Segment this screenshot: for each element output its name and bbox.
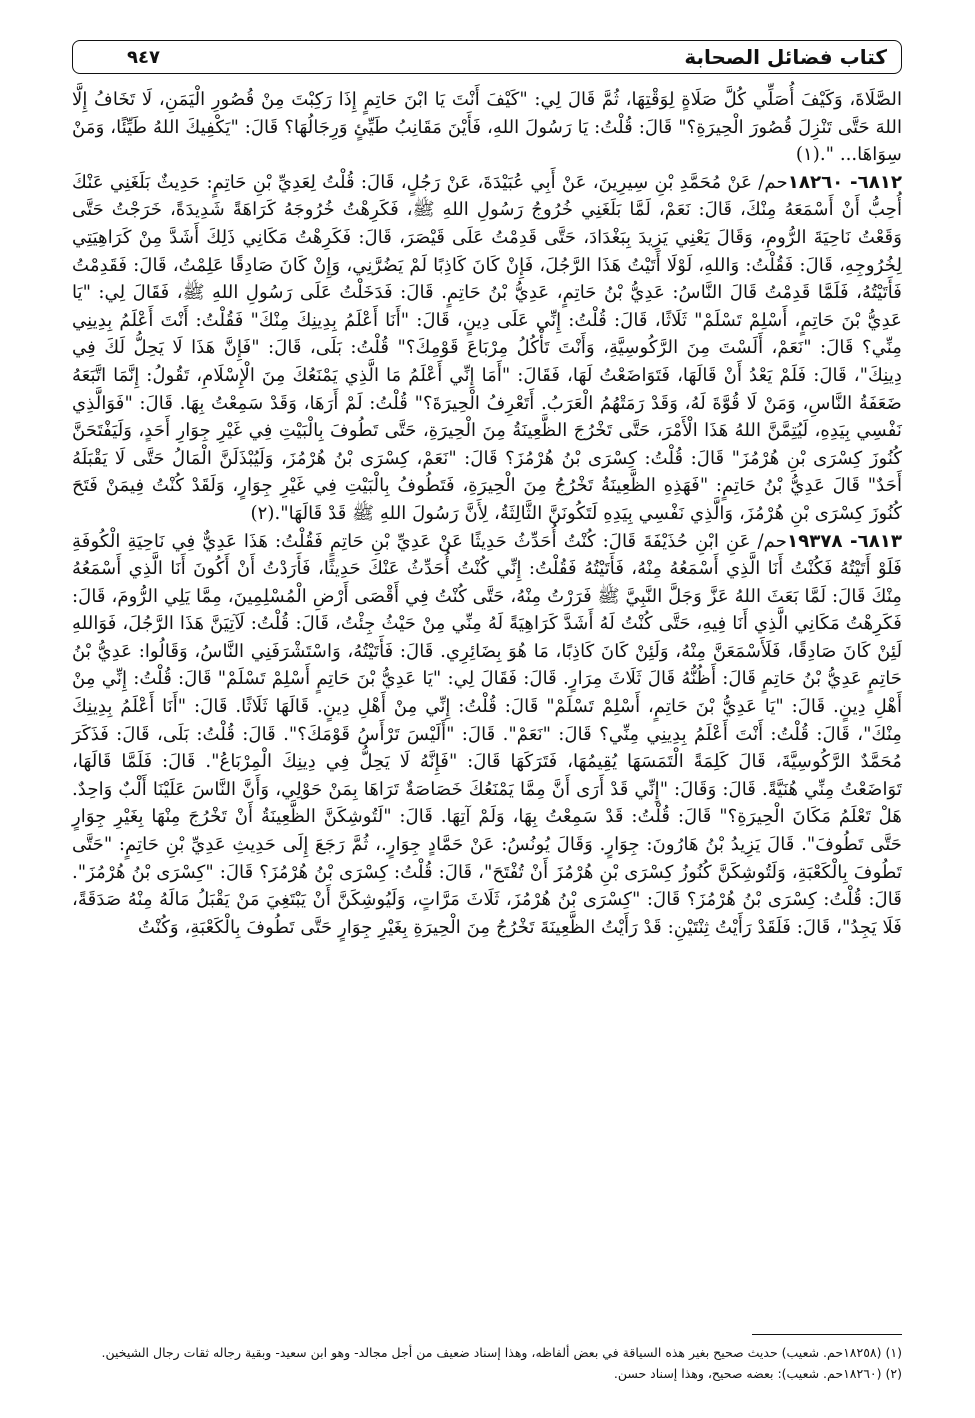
hadith-6812 — [72, 169, 902, 528]
paragraph-text: حم/ عَنِ ابْنِ حُذَيْفَةَ قَالَ: كُنْتُ أُحَدِّثُ حَدِيثًا عَنْ عَدِيِّ بْنِ حَاتِمٍ فَقُلْتُ: هَذَا عَدِيٌّ فِي نَاحِيَةِ الْكُوفَةِ فَلَوْ أَتَيْتُهُ فَكُنْتُ أَنَا الَّذِي أَسْمَعُهُ مِنْهُ، فَأَتَيْتُهُ فَقُلْتُ: إِنِّي كُنْتُ أُحَدِّثُ عَنْكَ حَدِيثًا، فَأَرَدْتُ أَنْ أَكُونَ أَنَا الَّذِي أَسْمَعُهُ مِنْكَ قَالَ: لَمَّا بَعَثَ اللهُ عَزَّ وَجَلَّ النَّبِيَّ ﷺ فَرَرْتُ مِنْهُ، حَتَّى كُنْتُ فِي أَقْصَى أَرْضِ الْمُسْلِمِينَ، مِمَّا يَلِي الرُّومَ، قَالَ: فَكَرِهْتُ مَكَانِي الَّذِي أَنَا فِيهِ، حَتَّى كُنْتُ لَهُ أَشَدَّ كَرَاهِيَةً لَهُ مِنِّي مِنْ حَيْثُ جِئْتُ، قَالَ: قُلْتُ: لَآتِيَنَّ هَذَا الرَّجُلَ، فَوَاللهِ لَئِنْ كَانَ صَادِقًا، فَلَأَسْمَعَنَّ مِنْهُ، وَلَئِنْ كَانَ كَاذِبًا، مَا هُوَ بِضَائِرِي. قَالَ: فَأَتَيْتُهُ، وَاسْتَشْرَفَنِي النَّاسُ، وَقَالُوا: عَدِيُّ بْنُ حَاتِمٍ عَدِيُّ بْنُ حَاتِمٍ قَالَ: أَظُنُّهُ قَالَ ثَلَاثَ مِرَارٍ. قَالَ: فَقَالَ لِي: "يَا عَدِيُّ بْنَ حَاتِمٍ أَسْلِمْ تَسْلَمْ" قَالَ: قُلْتُ: إِنِّي مِنْ أَهْلِ دِينٍ. قَالَ: "يَا عَدِيُّ بْنَ حَاتِمٍ، أَسْلِمْ تَسْلَمْ" قَالَ: قُلْتُ: إِنِّي مِنْ أَهْلِ دِينٍ. قَالَهَا ثَلَاثًا. قَالَ: "أَنَا أَعْلَمُ بِدِينِكَ مِنْكَ"، قَالَ: قُلْتُ: أَنْتَ أَعْلَمُ بِدِينِي مِنِّي؟ قَالَ: "نَعَمْ". قَالَ: "أَلَيْسَ تَرْأَسُ قَوْمَكَ؟". قَالَ: قُلْتُ: بَلَى، قَالَ: فَذَكَرَ مُحَمَّدٌ الرَّكُوسِيَّةَ، قَالَ كَلِمَةً الْتَمَسَهَا يُقِيمُهَا، فَتَرَكَهَا قَالَ: "فَإِنَّهُ لَا يَحِلُّ فِي دِينِكَ الْمِرْبَاعُ". قَالَ: فَلَمَّا قَالَهَا، تَوَاضَعْتُ مِنِّي هُنَيَّةً. قَالَ: وَقَالَ: "إِنِّي قَدْ أَرَى أَنَّ مِمَّا يَمْنَعُكَ خَصَاصَةٌ تَرَاهَا بِمَنْ حَوْلِي، وَأَنَّ النَّاسَ عَلَيْنَا أَلْبٌ وَاحِدٌ. هَلْ تَعْلَمُ مَكَانَ الْحِيرَةِ؟" قَالَ: قُلْتُ: قَدْ سَمِعْتُ بِهَا، وَلَمْ آتِهَا. قَالَ: "لَتُوشِكَنَّ الظَّعِينَةُ أَنْ تَخْرُجَ مِنْهَا بِغَيْرِ جِوَارٍ حَتَّى تَطُوفَ". قَالَ يَزِيدُ بْنُ هَارُونَ: جِوَارٍ. وَقَالَ يُونُسُ: عَنْ حَمَّادٍ جِوَارٍ.، ثُمَّ رَجَعَ إِلَى حَدِيثِ عَدِيِّ بْنِ حَاتِمٍ: "حَتَّى تَطُوفَ بِالْكَعْبَةِ، وَلَتُوشِكَنَّ كُنُوزُ كِسْرَى بْنِ هُرْمُزَ أَنْ تُفْتَحَ"، قَالَ: قُلْتُ: كِسْرَى بْنُ هُرْمُزَ؟ قَالَ: "كِسْرَى بْنُ هُرْمُزَ". قَالَ: قُلْتُ: كِسْرَى بْنُ هُرْمُزَ؟ قَالَ: "كِسْرَى بْنُ هُرْمُزَ، ثَلَاثَ مَرَّاتٍ، وَلَيُوشِكَنَّ أَنْ يَبْتَغِيَ مَنْ يَقْبَلُ مَالَهُ مِنْهُ صَدَقَةً، فَلَا يَجِدُ"، قَالَ: فَلَقَدْ رَأَيْتُ ثِنْتَيْنِ: قَدْ رَأَيْتُ الظَّعِينَةَ تَخْرُجُ مِنَ الْحِيرَةِ بِغَيْرِ جِوَارٍ حَتَّى تَطُوفَ بِالْكَعْبَةِ، وَكُنْتُ — [72, 530, 902, 938]
footnote-2: (٢) (١٨٢٦٠حم. شعيب): بعضه صحيح، وهذا إسناد حسن. — [613, 1366, 902, 1381]
footnotes — [72, 1342, 902, 1384]
paragraph-continuation — [72, 86, 902, 169]
main-text — [72, 86, 902, 941]
hadith-number: ٦٨١٢- ١٨٢٦٠ — [787, 171, 902, 193]
footnote-1: (١) (١٨٢٥٨حم. شعيب) حديث صحيح بغير هذه السياقة في بعض ألفاظه، وهذا إسناد ضعيف من أجل مجالد- وهو ابن سعيد- وبقية رجاله ثقات رجال الشيخين. — [101, 1345, 902, 1360]
book-title: كتاب فضائل الصحابة — [684, 45, 887, 69]
page-number: ٩٤٧ — [127, 46, 160, 68]
book-page — [72, 40, 902, 1400]
hadith-6813 — [72, 528, 902, 942]
paragraph-text: الصَّلَاةَ، وَكَيْفَ أُصَلِّي كُلَّ صَلَاةٍ لِوَقْتِهَا، ثُمَّ قَالَ لِي: "كَيْفَ أَنْتَ يَا ابْنَ حَاتِمٍ إِذَا رَكِبْتَ مِنْ قُصُورِ الْيَمَنِ، لَا تَخَافُ إِلَّا اللهَ حَتَّى تَنْزِلَ قُصُورَ الْحِيرَةِ؟" قَالَ: قُلْتُ: يَا رَسُولَ اللهِ، فَأَيْنَ مَقَانِبُ طَيِّئٍ وَرِجَالُهَا؟ قَالَ: "يَكْفِيكَ اللهُ طَيِّئًا، وَمَنْ سِوَاهَا... ".(١) — [72, 89, 902, 166]
hadith-number: ٦٨١٣- ١٩٣٧٨ — [787, 530, 902, 552]
page-header — [72, 40, 902, 74]
paragraph-text: حم/ عَنْ مُحَمَّدِ بْنِ سِيرِينَ، عَنْ أَبِي عُبَيْدَةَ، عَنْ رَجُلٍ، قَالَ: قُلْتُ لِعَدِيِّ بْنِ حَاتِمٍ: حَدِيثٌ بَلَغَنِي عَنْكَ أُحِبُّ أَنْ أَسْمَعَهُ مِنْكَ، قَالَ: نَعَمْ، لَمَّا بَلَغَنِي خُرُوجُ رَسُولِ اللهِ ﷺ، فَكَرِهْتُ خُرُوجَهُ كَرَاهَةً شَدِيدَةً، خَرَجْتُ حَتَّى وَقَعْتُ نَاحِيَةَ الرُّومِ، وَقَالَ يَعْنِي يَزِيدَ بِبَغْدَادَ، حَتَّى قَدِمْتُ عَلَى قَيْصَرَ، قَالَ: فَكَرِهْتُ مَكَانِي ذَلِكَ أَشَدَّ مِنْ كَرَاهِيَتِي لِخُرُوجِهِ، قَالَ: فَقُلْتُ: وَاللهِ، لَوْلَا أَتَيْتُ هَذَا الرَّجُلَ، فَإِنْ كَانَ كَاذِبًا لَمْ يَضُرَّنِي، وَإِنْ كَانَ صَادِقًا عَلِمْتُ، قَالَ: فَقَدِمْتُ فَأَتَيْتُهُ، فَلَمَّا قَدِمْتُ قَالَ النَّاسُ: عَدِيُّ بْنُ حَاتِمٍ، عَدِيُّ بْنُ حَاتِمٍ. قَالَ: فَدَخَلْتُ عَلَى رَسُولِ اللهِ ﷺ، فَقَالَ لِي: "يَا عَدِيُّ بْنَ حَاتِمٍ، أَسْلِمْ تَسْلَمْ" ثَلَاثًا، قَالَ: قُلْتُ: إِنِّي عَلَى دِينٍ، قَالَ: "أَنَا أَعْلَمُ بِدِينِكَ مِنْكَ" فَقُلْتُ: أَنْتَ أَعْلَمُ بِدِينِي مِنِّي؟ قَالَ: "نَعَمْ، أَلَسْتَ مِنَ الرَّكُوسِيَّةِ، وَأَنْتَ تَأْكُلُ مِرْبَاعَ قَوْمِكَ؟" قُلْتُ: بَلَى، قَالَ: "فَإِنَّ هَذَا لَا يَحِلُّ لَكَ فِي دِينِكَ"، قَالَ: فَلَمْ يَعْدُ أَنْ قَالَهَا، فَتَوَاضَعْتُ لَهَا، فَقَالَ: "أَمَا إِنِّي أَعْلَمُ مَا الَّذِي يَمْنَعُكَ مِنَ الْإِسْلَامِ، تَقُولُ: إِنَّمَا اتَّبَعَهُ ضَعَفَةُ النَّاسِ، وَمَنْ لَا قُوَّةَ لَهُ، وَقَدْ رَمَتْهُمُ الْعَرَبُ. أَتَعْرِفُ الْحِيرَةَ؟" قُلْتُ: لَمْ أَرَهَا، وَقَدْ سَمِعْتُ بِهَا. قَالَ: "فَوَالَّذِي نَفْسِي بِيَدِهِ، لَيُتِمَّنَّ اللهُ هَذَا الْأَمْرَ، حَتَّى تَخْرُجَ الظَّعِينَةُ مِنَ الْحِيرَةِ، حَتَّى تَطُوفَ بِالْبَيْتِ فِي غَيْرِ جِوَارِ أَحَدٍ، وَلَيَفْتَحَنَّ كُنُوزَ كِسْرَى بْنِ هُرْمُزَ" قَالَ: قُلْتُ: كِسْرَى بْنُ هُرْمُزَ؟ قَالَ: "نَعَمْ، كِسْرَى بْنُ هُرْمُزَ، وَلَيُبْذَلَنَّ الْمَالُ حَتَّى لَا يَقْبَلَهُ أَحَدٌ" قَالَ عَدِيُّ بْنُ حَاتِمٍ: "فَهَذِهِ الظَّعِينَةُ تَخْرُجُ مِنَ الْحِيرَةِ، فَتَطُوفُ بِالْبَيْتِ فِي غَيْرِ جِوَارٍ، وَلَقَدْ كُنْتُ فِيمَنْ فَتَحَ كُنُوزَ كِسْرَى بْنِ هُرْمُزَ، وَالَّذِي نَفْسِي بِيَدِهِ لَتَكُونَنَّ الثَّالِثَةُ، لِأَنَّ رَسُولَ اللهِ ﷺ قَدْ قَالَهَا".(٢) — [72, 171, 902, 524]
footnote-separator — [752, 1334, 902, 1335]
